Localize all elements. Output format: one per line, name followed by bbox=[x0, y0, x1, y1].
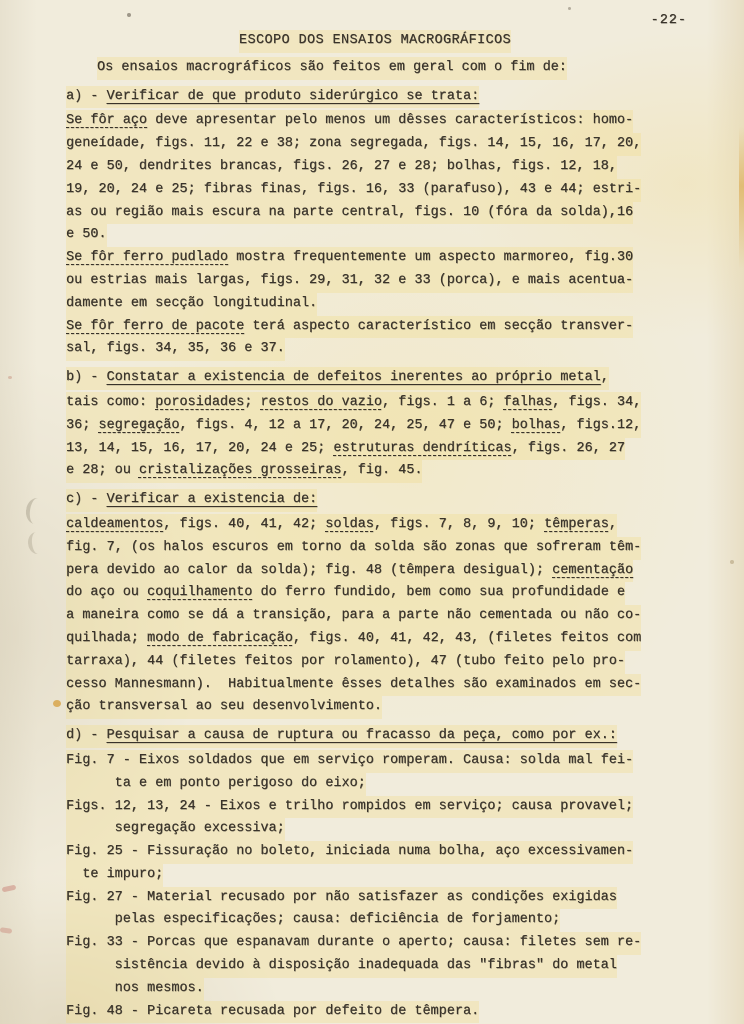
text-segment: 36; bbox=[66, 417, 99, 433]
text-line bbox=[66, 696, 382, 719]
text-line bbox=[66, 179, 641, 202]
text-line bbox=[66, 270, 633, 293]
underlined-term: Verificar a existencia de: bbox=[106, 492, 318, 508]
text-segment: , bbox=[608, 516, 617, 532]
text-line bbox=[66, 316, 633, 339]
text-line bbox=[66, 674, 641, 697]
underlined-term: estruturas dendríticas bbox=[333, 440, 512, 456]
text-line bbox=[66, 841, 633, 864]
underlined-term: porosidades bbox=[155, 394, 245, 410]
text-line bbox=[66, 133, 641, 156]
section-a-heading bbox=[66, 86, 684, 109]
underlined-term: modo de fabricação bbox=[147, 630, 293, 646]
text-segment: ção transversal ao seu desenvolvimento. bbox=[66, 699, 382, 715]
underlined-term: Pesquisar a causa de ruptura ou fracasso da peça, como por ex.: bbox=[106, 728, 617, 744]
section-a-paragraph-aco bbox=[66, 110, 684, 247]
text-segment: do aço ou bbox=[66, 585, 148, 601]
section-a-paragraph-ferro-pudlado bbox=[66, 247, 684, 315]
text-line bbox=[66, 582, 625, 605]
text-segment: , figs. 4, 12 a 17, 20, 24, 25, 47 e 50; bbox=[179, 417, 512, 433]
text-line bbox=[66, 773, 366, 796]
text-segment: terá aspecto característico em secção transver- bbox=[244, 318, 634, 334]
text-line bbox=[66, 367, 609, 390]
text-segment: Figs. 12, 13, 24 - Eixos e trilho rompidos em serviço; causa provavel; bbox=[66, 798, 634, 814]
underlined-term: Verificar de que produto siderúrgico se trata: bbox=[106, 88, 480, 104]
text-segment: Fig. 33 - Porcas que espanavam durante o aperto; causa: filetes sem re- bbox=[66, 935, 642, 951]
paper-speck bbox=[568, 7, 571, 10]
paper-margin-mark bbox=[0, 927, 12, 934]
text-line bbox=[66, 864, 163, 887]
text-line bbox=[66, 224, 107, 247]
text-segment: c) - bbox=[66, 492, 107, 508]
text-segment: ou estrias mais largas, figs. 29, 31, 32 e 33 (porca), e mais acentua- bbox=[66, 272, 634, 288]
underlined-term: Se fôr ferro de pacote bbox=[66, 318, 245, 334]
text-segment: nos mesmos. bbox=[66, 980, 204, 996]
text-line bbox=[66, 560, 633, 583]
text-segment: sal, figs. 34, 35, 36 e 37. bbox=[66, 341, 285, 357]
document-title: ESCOPO DOS ENSAIOS MACROGRÁFICOS bbox=[239, 30, 511, 53]
paper-speck bbox=[8, 376, 12, 379]
text-line bbox=[66, 415, 641, 438]
text-segment: ; bbox=[244, 394, 261, 410]
text-line bbox=[66, 725, 617, 748]
text-segment: b) - bbox=[66, 370, 107, 386]
text-segment: geneídade, figs. 11, 22 e 38; zona segregada, figs. 14, 15, 16, 17, 20, bbox=[66, 136, 642, 152]
text-segment: , fig. 45. bbox=[341, 463, 423, 479]
text-segment: do ferro fundido, bem como sua profundidade e bbox=[252, 585, 626, 601]
text-line bbox=[66, 247, 633, 270]
text-segment: Fig. 25 - Fissuração no boleto, iniciada numa bolha, aço excessivamen- bbox=[66, 844, 634, 860]
section-b-heading bbox=[66, 367, 684, 390]
paper-smudge bbox=[27, 531, 47, 555]
text-segment: e 28; ou bbox=[66, 463, 139, 479]
text-line bbox=[66, 293, 317, 316]
underlined-term: Se fôr ferro pudlado bbox=[66, 250, 229, 266]
text-line bbox=[66, 651, 625, 674]
section-c-heading bbox=[66, 489, 684, 512]
underlined-term: bolhas bbox=[511, 417, 561, 433]
underlined-term: caldeamentos bbox=[66, 516, 164, 532]
text-line bbox=[66, 955, 617, 978]
text-segment: 13, 14, 15, 16, 17, 20, 24 e 25; bbox=[66, 440, 334, 456]
paper-edge-stain bbox=[739, 126, 744, 276]
text-segment: , figs. 1 a 6; bbox=[381, 394, 504, 410]
intro-paragraph-row bbox=[66, 57, 684, 80]
text-segment: , figs.12, bbox=[560, 417, 642, 433]
text-segment: deve apresentar pelo menos um dêsses característicos: homo- bbox=[147, 113, 634, 129]
intro-paragraph: Os ensaios macrográficos são feitos em geral com o fim de: bbox=[97, 57, 567, 80]
document-title-row bbox=[66, 30, 684, 53]
text-line bbox=[66, 460, 422, 483]
text-segment: cesso Mannesmann). Habitualmente êsses detalhes são examinados em sec- bbox=[66, 676, 642, 692]
underlined-term: soldas bbox=[325, 516, 374, 532]
text-line bbox=[66, 909, 560, 932]
section-a-paragraph-ferro-de-pacote bbox=[66, 316, 684, 362]
text-segment: a maneira como se dá a transição, para a parte não cementada ou não co- bbox=[66, 608, 642, 624]
underlined-term: Constatar a existencia de defeitos inerentes ao próprio metal bbox=[106, 370, 601, 386]
text-segment: as ou região mais escura na parte central, figs. 10 (fóra da solda),16 bbox=[66, 204, 634, 220]
text-segment: tarraxa), 44 (filetes feitos por rolamento), 47 (tubo feito pelo pro- bbox=[66, 653, 625, 669]
text-line bbox=[66, 1001, 479, 1024]
document-content bbox=[66, 30, 684, 1023]
text-segment: a) - bbox=[66, 88, 107, 104]
section-c-paragraph bbox=[66, 514, 684, 719]
underlined-term: têmperas bbox=[544, 516, 609, 532]
text-segment: Fig. 27 - Material recusado por não satisfazer as condições exigidas bbox=[66, 889, 617, 905]
text-segment: d) - bbox=[66, 728, 107, 744]
text-segment: , bbox=[600, 370, 609, 386]
text-line bbox=[66, 489, 317, 512]
text-line bbox=[66, 438, 625, 461]
underlined-term: segregação bbox=[98, 417, 180, 433]
text-segment: te impuro; bbox=[66, 866, 164, 882]
text-line bbox=[66, 110, 633, 133]
text-line bbox=[66, 978, 204, 1001]
section-d-heading bbox=[66, 725, 684, 748]
paper-smudge bbox=[24, 497, 47, 526]
paper-margin-mark bbox=[2, 885, 17, 893]
text-segment: , figs. 7, 8, 9, 10; bbox=[373, 516, 544, 532]
text-segment: quilhada; bbox=[66, 630, 148, 646]
text-line bbox=[66, 887, 617, 910]
text-segment: , figs. 40, 41, 42, 43, (filetes feitos com bbox=[292, 630, 642, 646]
section-d-examples-list bbox=[66, 750, 684, 1024]
text-segment: tais como: bbox=[66, 394, 156, 410]
underlined-term: restos do vazio bbox=[260, 394, 382, 410]
text-segment: , figs. 34, bbox=[552, 394, 642, 410]
text-line bbox=[66, 156, 617, 179]
text-line bbox=[66, 514, 617, 537]
text-segment: ta e em ponto perigoso do eixo; bbox=[66, 775, 366, 791]
text-line bbox=[66, 202, 633, 225]
text-segment: mostra frequentemente um aspecto marmoreo, fig.30 bbox=[228, 250, 634, 266]
text-segment: fig. 7, (os halos escuros em torno da solda são zonas que sofreram têm- bbox=[66, 539, 642, 555]
text-segment: , figs. 40, 41, 42; bbox=[163, 516, 326, 532]
text-line bbox=[66, 750, 633, 773]
underlined-term: cristalizações grosseiras bbox=[138, 463, 342, 479]
text-line bbox=[66, 86, 479, 109]
text-segment: pera devido ao calor da solda); fig. 48 (têmpera desigual); bbox=[66, 562, 553, 578]
text-line bbox=[66, 818, 285, 841]
text-segment: e 50. bbox=[66, 227, 107, 243]
paper-stain-dot bbox=[53, 700, 61, 707]
paper-speck bbox=[127, 13, 131, 17]
section-b-paragraph bbox=[66, 392, 684, 483]
text-segment: , figs. 26, 27 bbox=[511, 440, 625, 456]
text-segment: damente em secção longitudinal. bbox=[66, 295, 318, 311]
text-line bbox=[66, 392, 641, 415]
text-segment: segregação excessiva; bbox=[66, 821, 285, 837]
text-line bbox=[66, 932, 641, 955]
text-line bbox=[66, 605, 641, 628]
underlined-term: cementação bbox=[552, 562, 634, 578]
text-line bbox=[66, 628, 641, 651]
text-segment: sistência devido à disposição inadequada das "fibras" do metal bbox=[66, 958, 617, 974]
underlined-term: falhas bbox=[503, 394, 553, 410]
text-segment: pelas especificações; causa: deficiência de forjamento; bbox=[66, 912, 561, 928]
page-number: -22- bbox=[650, 13, 687, 28]
text-line bbox=[66, 796, 633, 819]
text-segment: 24 e 50, dendrites brancas, figs. 26, 27 e 28; bolhas, figs. 12, 18, bbox=[66, 158, 617, 174]
text-line bbox=[66, 537, 641, 560]
text-segment: Fig. 7 - Eixos soldados que em serviço romperam. Causa: solda mal fei- bbox=[66, 752, 634, 768]
text-segment: 19, 20, 24 e 25; fibras finas, figs. 16, 33 (parafuso), 43 e 44; estri- bbox=[66, 181, 642, 197]
paper-speck bbox=[730, 560, 734, 564]
underlined-term: coquilhamento bbox=[147, 585, 253, 601]
text-segment: Fig. 48 - Picareta recusada por defeito de têmpera. bbox=[66, 1003, 480, 1019]
text-line bbox=[66, 338, 285, 361]
underlined-term: Se fôr aço bbox=[66, 113, 148, 129]
document-blocks bbox=[66, 86, 684, 1024]
